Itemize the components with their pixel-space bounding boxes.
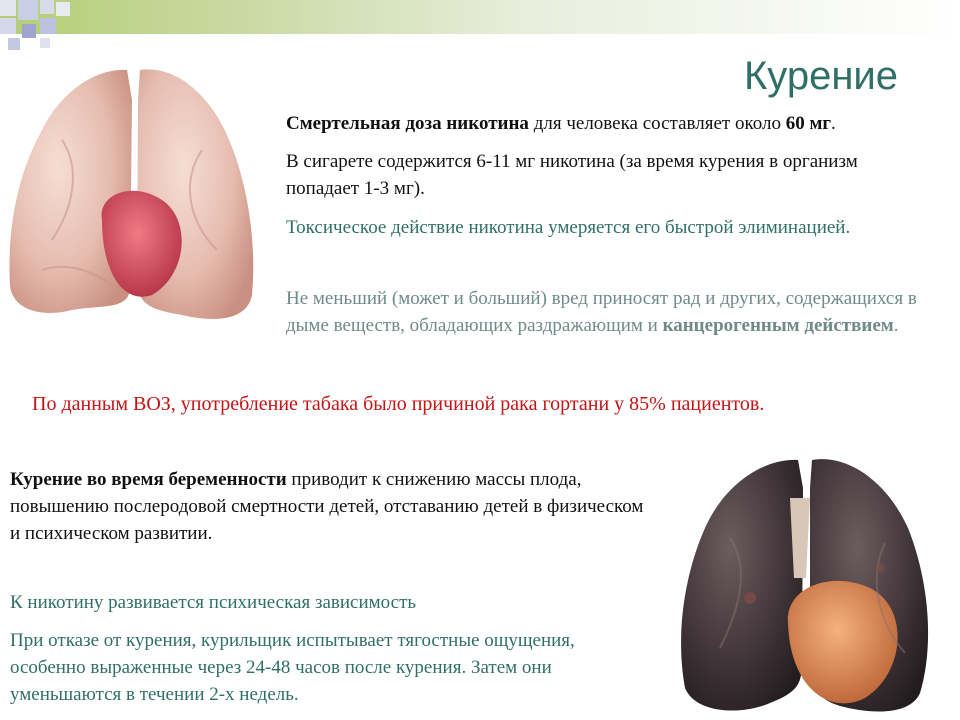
carcinogenic-label: канцерогенным действием — [662, 315, 894, 336]
decor-square — [56, 2, 70, 16]
other-harm-text — [286, 285, 926, 339]
decor-square — [22, 24, 36, 38]
decor-square — [0, 0, 16, 16]
healthy-lungs-image — [2, 60, 260, 328]
who-statement: По данным ВОЗ, употребление табака было причиной рака гортани у 85% пациентов. — [32, 393, 765, 415]
pregnancy-label: Курение во время беременности — [10, 469, 287, 490]
withdrawal-text: При отказе от курения, курильщик испытывает тягостные ощущения, особенно выраженные через 24-48 часов после курения. Затем они уменьшаются в течении 2-х недель. — [10, 630, 575, 705]
cigarette-nicotine-text: В сигарете содержится 6-11 мг никотина (за время курения в организм попадает 1-3 мг). — [286, 151, 858, 199]
decor-square — [0, 18, 16, 34]
decor-square — [18, 0, 38, 20]
other-harm-body: Не меньший (может и больший) вред приносят рад и других, содержащихся в дыме веществ, обладающих раздражающим и — [286, 288, 917, 336]
decor-square — [8, 38, 20, 50]
decor-square — [40, 0, 54, 14]
pregnancy-text — [10, 466, 650, 547]
smoker-lungs-image — [670, 448, 940, 718]
lethal-dose-value: 60 мг — [785, 113, 832, 134]
decor-square — [40, 38, 50, 48]
pregnancy-body: приводит к снижению массы плода, повышению послеродовой смертности детей, отставанию детей в физическом и психическом развитии. — [10, 469, 644, 544]
slide-title: Курение — [744, 54, 899, 98]
lethal-dose-label: Смертельная доза никотина — [286, 113, 529, 134]
lethal-dose-text — [286, 110, 951, 137]
decor-square — [40, 18, 56, 34]
other-harm-end: . — [893, 315, 899, 336]
toxic-action-text: Токсическое действие никотина умеряется его быстрой элиминацией. — [286, 217, 851, 238]
lethal-dose-end: . — [831, 113, 836, 134]
dependence-text: К никотину развивается психическая зависимость — [10, 592, 417, 613]
lethal-dose-body: для человека составляет около — [528, 113, 786, 134]
header-bar — [0, 0, 960, 34]
